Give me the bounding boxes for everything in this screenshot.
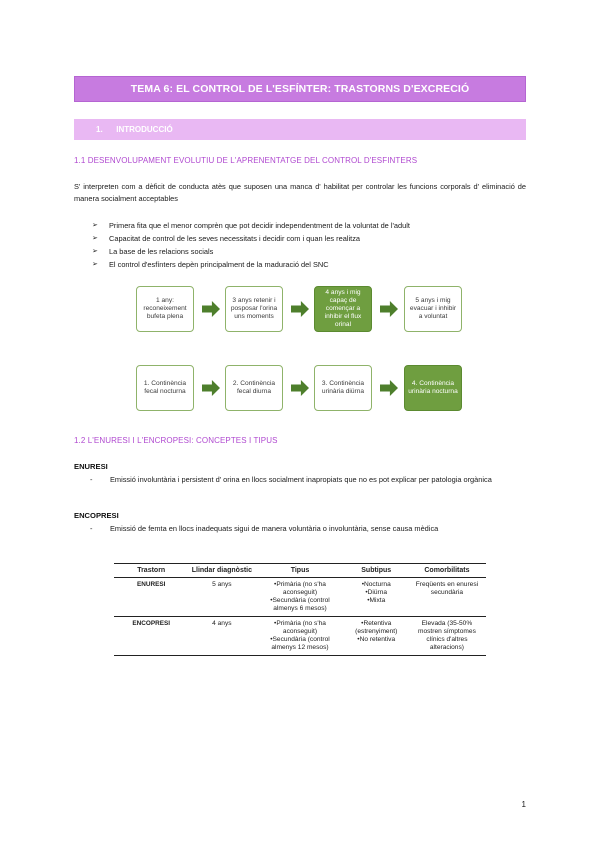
table-cell: 4 anys [188, 617, 255, 656]
flow-step-box: 2. Continència fecal diurna [225, 365, 283, 411]
list-item: • No retentiva [347, 636, 406, 644]
table-row [114, 617, 486, 656]
page-number: 1 [521, 800, 526, 809]
right-arrow-icon [291, 380, 309, 396]
intro-paragraph: S' interpreten com a dèficit de conducta atès que suposen una manca d' habilitat per controlar les funcions corporals d' eliminació de manera socialment acceptables [74, 182, 526, 203]
list-item: • Diürna [347, 589, 406, 597]
table-cell: 5 anys [188, 578, 255, 617]
bullet-list [92, 219, 512, 271]
term-enuresi: ENURESI [74, 462, 108, 471]
right-arrow-icon [380, 380, 398, 396]
table-cell [255, 617, 344, 656]
continence-order-flow [136, 365, 462, 411]
list-item: • Nocturna [347, 581, 406, 589]
flow-step-box: 4. Continència urinària nocturna [404, 365, 462, 411]
flow-step-box: 3 anys retenir i posposar l'orina uns moments [225, 286, 283, 332]
section-number: 1. [96, 125, 103, 134]
flow-step-box: 1 any: reconeixement bufeta plena [136, 286, 194, 332]
flow-step-box: 1. Continència fecal nocturna [136, 365, 194, 411]
table-cell: Elevada (35-50% mostren símptomes clínics d'altres alteracions) [408, 617, 486, 656]
arrow-bullet-icon: ➢ [92, 235, 98, 242]
list-item: • Mixta [347, 597, 406, 605]
right-arrow-icon [202, 380, 220, 396]
definition-enuresi: - Emissió involuntària i persistent d' orina en llocs socialment inapropiats que no es pot explicar per patologia orgànica [90, 475, 492, 484]
dash-marker: - [90, 475, 93, 484]
term-encopresi: ENCOPRESI [74, 511, 119, 520]
flow-step-box: 5 anys i mig evacuar i inhibir a voluntat [404, 286, 462, 332]
right-arrow-icon [380, 301, 398, 317]
table-cell: ENCOPRESI [114, 617, 188, 656]
list-item: • Secundària (control almenys 6 mesos) [257, 597, 342, 613]
list-item: • Primària (no s'ha aconseguit) [257, 620, 342, 636]
column-header: Comorbilitats [408, 564, 486, 578]
right-arrow-icon [291, 301, 309, 317]
arrow-bullet-icon: ➢ [92, 261, 98, 268]
flow-step-box: 3. Continència urinària diürna [314, 365, 372, 411]
column-header: Tipus [255, 564, 344, 578]
list-item: • Primària (no s'ha aconseguit) [257, 581, 342, 597]
list-item: • Secundària (control almenys 12 mesos) [257, 636, 342, 652]
table-header-row [114, 564, 486, 578]
table-cell: Freqüents en enuresi secundària [408, 578, 486, 617]
right-arrow-icon [202, 301, 220, 317]
flow-step-box: 4 anys i mig capaç de començar a inhibir el flux orinal [314, 286, 372, 332]
column-header: Llindar diagnòstic [188, 564, 255, 578]
list-item: ➢ Primera fita que el menor comprèn que pot decidir independentment de la voluntat de l'adult [92, 221, 410, 230]
definition-encopresi: - Emissió de femta en llocs inadequats sigui de manera voluntària o involuntària, sense causa mèdica [90, 524, 439, 533]
list-item: • Retentiva (estrenyiment) [347, 620, 406, 636]
subsection-heading-1-1: 1.1 DESENVOLUPAMENT EVOLUTIU DE L'APRENENTATGE DEL CONTROL D'ESFINTERS [74, 156, 418, 165]
section-label: INTRODUCCIÓ [116, 125, 173, 134]
table-cell: ENURESI [114, 578, 188, 617]
table-cell [345, 578, 408, 617]
column-header: Trastorn [114, 564, 188, 578]
table-row [114, 578, 486, 617]
table-cell [255, 578, 344, 617]
arrow-bullet-icon: ➢ [92, 248, 98, 255]
arrow-bullet-icon: ➢ [92, 222, 98, 229]
dash-marker: - [90, 524, 93, 533]
diagnostic-table [114, 563, 486, 656]
list-item: ➢ El control d'esfínters depèn principalment de la maduració del SNC [92, 260, 329, 269]
column-header: Subtipus [345, 564, 408, 578]
list-item: ➢ Capacitat de control de les seves necessitats i decidir com i quan les realitza [92, 234, 360, 243]
table-cell [345, 617, 408, 656]
subsection-heading-1-2: 1.2 L'ENURESI I L'ENCROPESI: CONCEPTES I TIPUS [74, 436, 278, 445]
list-item: ➢ La base de les relacions socials [92, 247, 214, 256]
document-title: TEMA 6: EL CONTROL DE L'ESFÍNTER: TRASTORNS D'EXCRECIÓ [74, 76, 526, 102]
section-heading-introduccio [74, 119, 526, 140]
bladder-milestones-flow [136, 286, 462, 332]
